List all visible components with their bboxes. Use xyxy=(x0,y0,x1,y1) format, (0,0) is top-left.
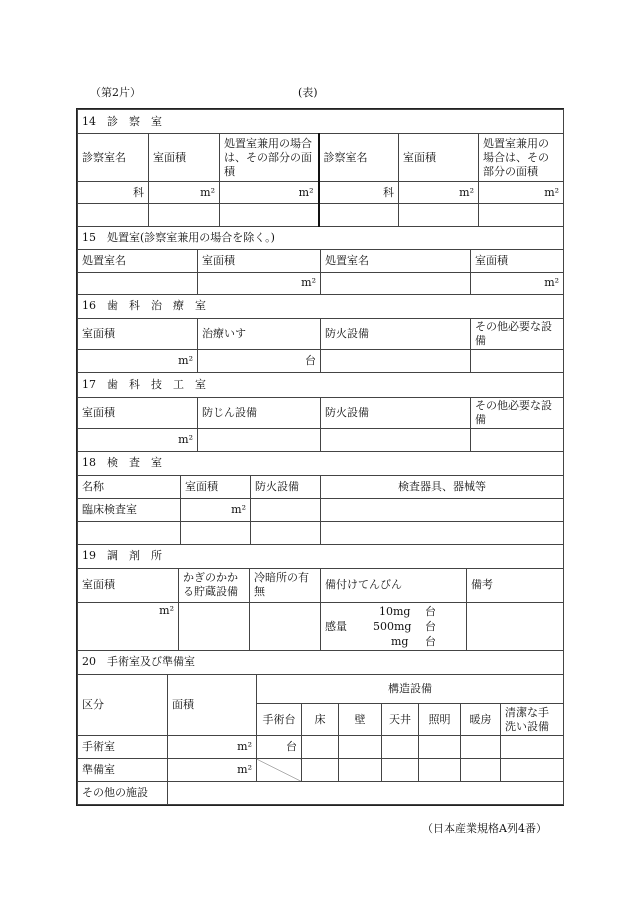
header-area: 室面積 xyxy=(181,476,251,499)
section-15 xyxy=(77,227,564,295)
header-fire: 防火設備 xyxy=(251,476,321,499)
col-header: 暖房 xyxy=(461,704,501,736)
col-header: 天井 xyxy=(382,704,419,736)
blank-cell[interactable] xyxy=(501,759,564,782)
blank-cell[interactable] xyxy=(382,736,419,759)
header-name: 診察室名 xyxy=(319,134,399,182)
blank-cell[interactable] xyxy=(382,759,419,782)
header-chair: 治療いす xyxy=(198,319,321,350)
section-title: 17 歯 科 技 工 室 xyxy=(78,373,564,397)
blank-cell[interactable] xyxy=(168,782,564,805)
weight-mg: mg xyxy=(391,635,409,648)
row-junbi: 準備室 xyxy=(78,759,168,782)
blank-cell[interactable] xyxy=(321,428,471,451)
section-18 xyxy=(77,452,564,546)
header-equip: 検査器具、器械等 xyxy=(321,476,564,499)
col-header: 照明 xyxy=(419,704,461,736)
header-shochi: 処置室兼用の場合は、その部分の面積 xyxy=(220,134,319,182)
area-cell[interactable]: m² xyxy=(220,182,319,204)
header-name: 名称 xyxy=(78,476,181,499)
rinsho-label: 臨床検査室 xyxy=(78,499,181,522)
header-area: 面積 xyxy=(168,675,257,736)
row-other: その他の施設 xyxy=(78,782,168,805)
section-14 xyxy=(77,109,564,227)
blank-cell[interactable] xyxy=(419,736,461,759)
ka-cell[interactable]: 科 xyxy=(319,182,399,204)
area-cell[interactable]: m² xyxy=(198,272,321,294)
col-header: 床 xyxy=(302,704,339,736)
blank-cell[interactable] xyxy=(339,736,382,759)
header-shochi: 処置室兼用の場合は、その部分の面積 xyxy=(479,134,564,182)
area-cell[interactable]: m² xyxy=(471,272,564,294)
header-scale: 備付けてんびん xyxy=(321,568,467,602)
header-note: 備考 xyxy=(467,568,564,602)
diagonal-cell xyxy=(257,759,302,782)
blank-cell[interactable] xyxy=(471,428,564,451)
blank-cell[interactable] xyxy=(198,428,321,451)
blank-cell[interactable] xyxy=(149,204,220,227)
blank-cell[interactable] xyxy=(251,522,321,545)
blank-cell[interactable] xyxy=(467,602,564,650)
area-cell[interactable]: m² xyxy=(78,428,198,451)
header-other: その他必要な設備 xyxy=(471,397,564,428)
header-area: 室面積 xyxy=(149,134,220,182)
area-cell[interactable]: m² xyxy=(78,602,179,650)
area-cell[interactable]: m² xyxy=(78,350,198,373)
blank-cell[interactable] xyxy=(471,350,564,373)
header-area: 室面積 xyxy=(198,249,321,272)
header-fire: 防火設備 xyxy=(321,319,471,350)
area-cell[interactable]: m² xyxy=(149,182,220,204)
header-name: 処置室名 xyxy=(321,249,471,272)
blank-cell[interactable] xyxy=(251,499,321,522)
row-shujutsu: 手術室 xyxy=(78,736,168,759)
blank-cell[interactable] xyxy=(419,759,461,782)
facility-form xyxy=(76,108,564,806)
blank-cell[interactable] xyxy=(181,522,251,545)
weight-10mg: 10mg xyxy=(379,605,411,618)
blank-cell[interactable] xyxy=(399,204,479,227)
header-lock: かぎのかかる貯蔵設備 xyxy=(179,568,250,602)
blank-cell[interactable] xyxy=(78,204,149,227)
blank-cell[interactable] xyxy=(479,204,564,227)
table-count-cell[interactable]: 台 xyxy=(257,736,302,759)
header-other: その他必要な設備 xyxy=(471,319,564,350)
blank-cell[interactable] xyxy=(78,272,198,294)
blank-cell[interactable] xyxy=(321,522,564,545)
header-area: 室面積 xyxy=(78,397,198,428)
header-name: 診察室名 xyxy=(78,134,149,182)
area-cell[interactable]: m² xyxy=(168,736,257,759)
blank-cell[interactable] xyxy=(78,522,181,545)
footer-note: （日本産業規格A列4番） xyxy=(422,822,547,835)
header-dust: 防じん設備 xyxy=(198,397,321,428)
blank-cell[interactable] xyxy=(302,736,339,759)
section-20 xyxy=(77,651,564,806)
section-title: 15 処置室(診察室兼用の場合を除く。) xyxy=(78,227,564,249)
ka-cell[interactable]: 科 xyxy=(78,182,149,204)
weight-500mg: 500mg xyxy=(373,620,412,633)
blank-cell[interactable] xyxy=(319,204,399,227)
col-header: 清潔な手洗い設備 xyxy=(501,704,564,736)
section-title: 18 検 査 室 xyxy=(78,452,564,476)
header-kubun: 区分 xyxy=(78,675,168,736)
area-cell[interactable]: m² xyxy=(181,499,251,522)
unit-dai: 台 xyxy=(425,605,436,618)
area-cell[interactable]: m² xyxy=(168,759,257,782)
col-header: 壁 xyxy=(339,704,382,736)
sheet-side: (表) xyxy=(298,86,318,99)
section-16 xyxy=(77,295,564,374)
blank-cell[interactable] xyxy=(339,759,382,782)
blank-cell[interactable] xyxy=(321,350,471,373)
blank-cell[interactable] xyxy=(321,272,471,294)
section-title: 14 診 察 室 xyxy=(78,110,564,134)
header-area: 室面積 xyxy=(78,319,198,350)
blank-cell[interactable] xyxy=(501,736,564,759)
unit-dai: 台 xyxy=(425,635,436,648)
section-title: 20 手術室及び準備室 xyxy=(78,651,564,675)
blank-cell[interactable] xyxy=(321,499,564,522)
scale-cell[interactable] xyxy=(321,602,467,650)
header-area: 室面積 xyxy=(471,249,564,272)
blank-cell[interactable] xyxy=(461,759,501,782)
section-17 xyxy=(77,373,564,452)
header-name: 処置室名 xyxy=(78,249,198,272)
area-cell[interactable]: m² xyxy=(399,182,479,204)
section-title: 16 歯 科 治 療 室 xyxy=(78,295,564,319)
blank-cell[interactable] xyxy=(461,736,501,759)
blank-cell[interactable] xyxy=(220,204,319,227)
area-cell[interactable]: m² xyxy=(479,182,564,204)
section-19 xyxy=(77,545,564,651)
section-title: 19 調 剤 所 xyxy=(78,545,564,568)
kando-label: 感量 xyxy=(325,620,347,633)
blank-cell[interactable] xyxy=(250,602,321,650)
sheet-number: （第2片） xyxy=(90,86,141,99)
col-header: 手術台 xyxy=(257,704,302,736)
blank-cell[interactable] xyxy=(302,759,339,782)
header-area: 室面積 xyxy=(399,134,479,182)
header-fire: 防火設備 xyxy=(321,397,471,428)
chair-count-cell[interactable]: 台 xyxy=(198,350,321,373)
unit-dai: 台 xyxy=(425,620,436,633)
header-cold: 冷暗所の有無 xyxy=(250,568,321,602)
header-area: 室面積 xyxy=(78,568,179,602)
header-kozo: 構造設備 xyxy=(257,675,564,704)
blank-cell[interactable] xyxy=(179,602,250,650)
